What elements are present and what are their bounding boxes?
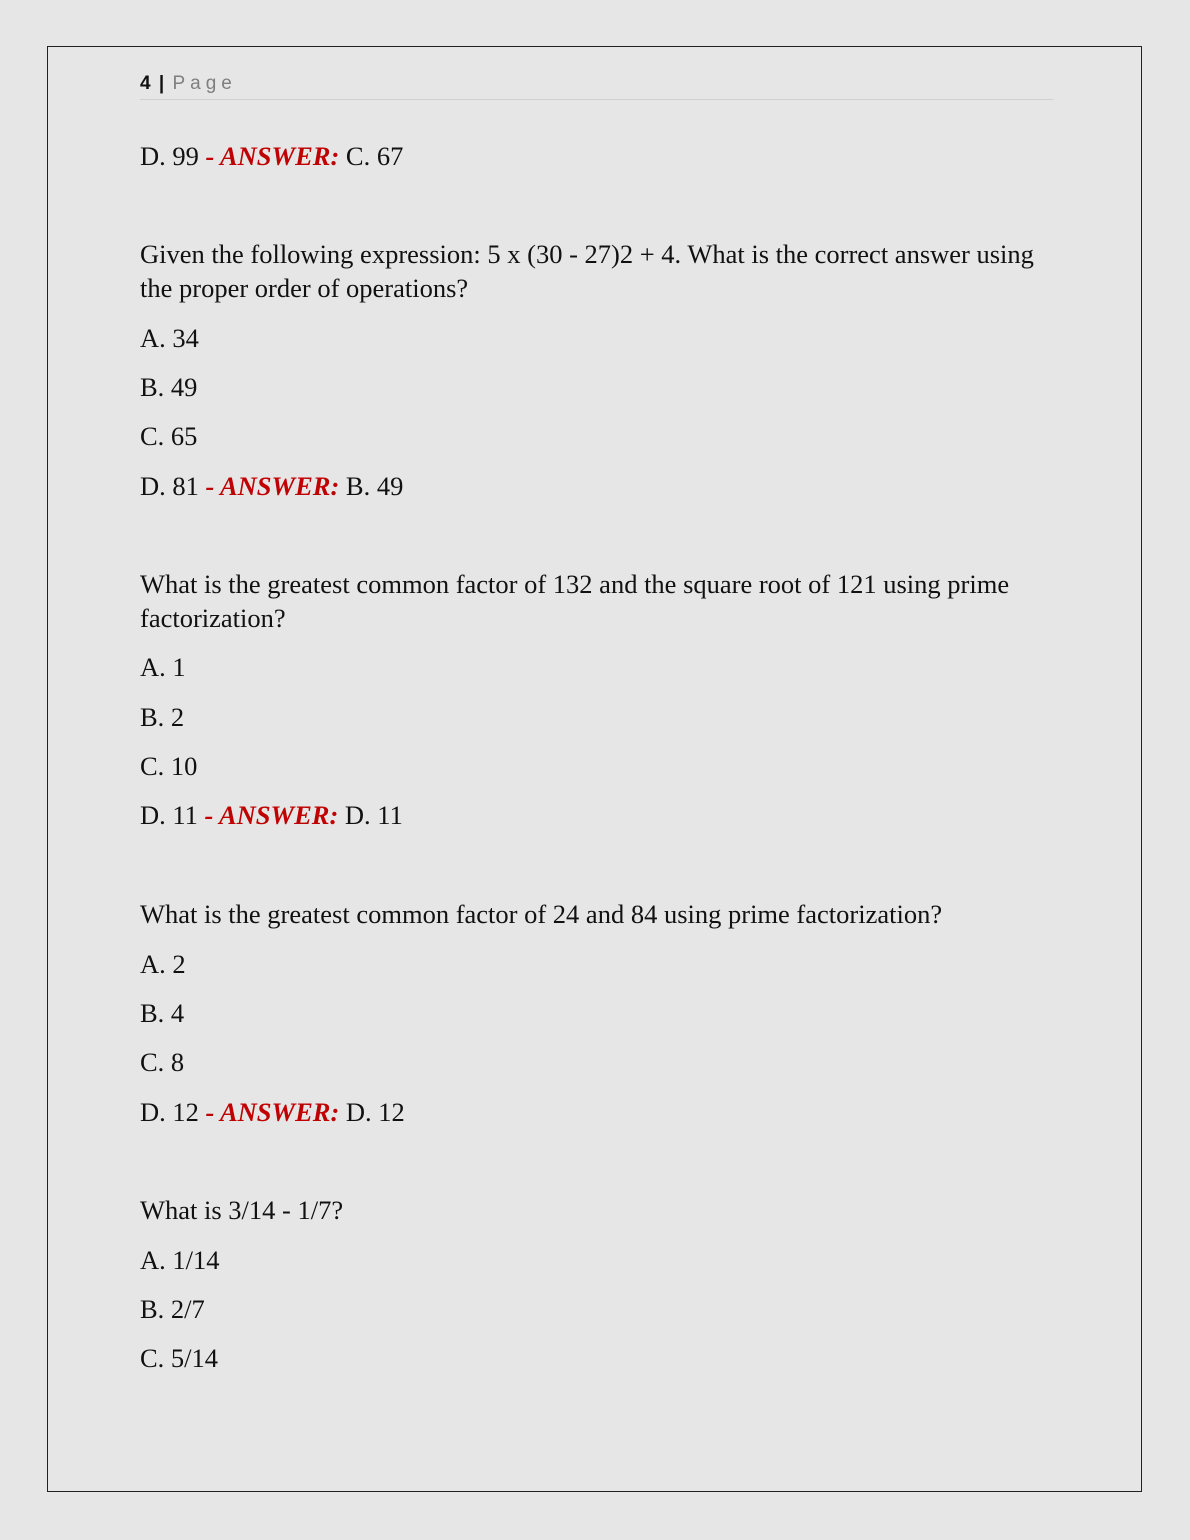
question-text: What is the greatest common factor of 132 and the square root of 121 using prime factorization? <box>140 569 1010 633</box>
option-a: A. 2 <box>140 949 186 979</box>
option-c: C. 65 <box>140 421 198 451</box>
answer-line <box>140 139 1052 173</box>
answer-label: - ANSWER: <box>204 800 339 830</box>
option-d: D. 12 <box>140 1097 199 1127</box>
option-c: C. 5/14 <box>140 1343 219 1373</box>
header-separator: | <box>158 73 165 94</box>
option-b: B. 49 <box>140 372 198 402</box>
page-word: Page <box>172 73 237 94</box>
question-text: What is 3/14 - 1/7? <box>140 1195 344 1225</box>
option-b: B. 2 <box>140 702 185 732</box>
answer-label: - ANSWER: <box>205 471 340 501</box>
option-text: D. 99 <box>140 141 199 171</box>
option-d: D. 81 <box>140 471 199 501</box>
option-a: A. 1 <box>140 652 186 682</box>
option-a: A. 34 <box>140 323 199 353</box>
option-b: B. 4 <box>140 998 185 1028</box>
option-c: C. 10 <box>140 751 198 781</box>
option-d: D. 11 <box>140 800 198 830</box>
page-number: 4 <box>140 73 151 94</box>
answer-value: D. 12 <box>345 1097 405 1127</box>
option-b: B. 2/7 <box>140 1294 205 1324</box>
question-text: Given the following expression: 5 x (30 - 27)2 + 4. What is the correct answer using the proper order of operations? <box>140 239 1034 303</box>
question-text: What is the greatest common factor of 24 and 84 using prime factorization? <box>140 899 943 929</box>
answer-line <box>140 1095 1052 1129</box>
answer-label: - ANSWER: <box>205 1097 340 1127</box>
answer-value: D. 11 <box>344 800 403 830</box>
answer-line <box>140 469 1052 503</box>
option-a: A. 1/14 <box>140 1245 220 1275</box>
option-c: C. 8 <box>140 1047 185 1077</box>
answer-value: B. 49 <box>345 471 404 501</box>
answer-line <box>140 798 1052 832</box>
document-page <box>47 46 1142 1492</box>
answer-label: - ANSWER: <box>205 141 340 171</box>
answer-value: C. 67 <box>345 141 404 171</box>
page-header <box>140 71 1053 100</box>
